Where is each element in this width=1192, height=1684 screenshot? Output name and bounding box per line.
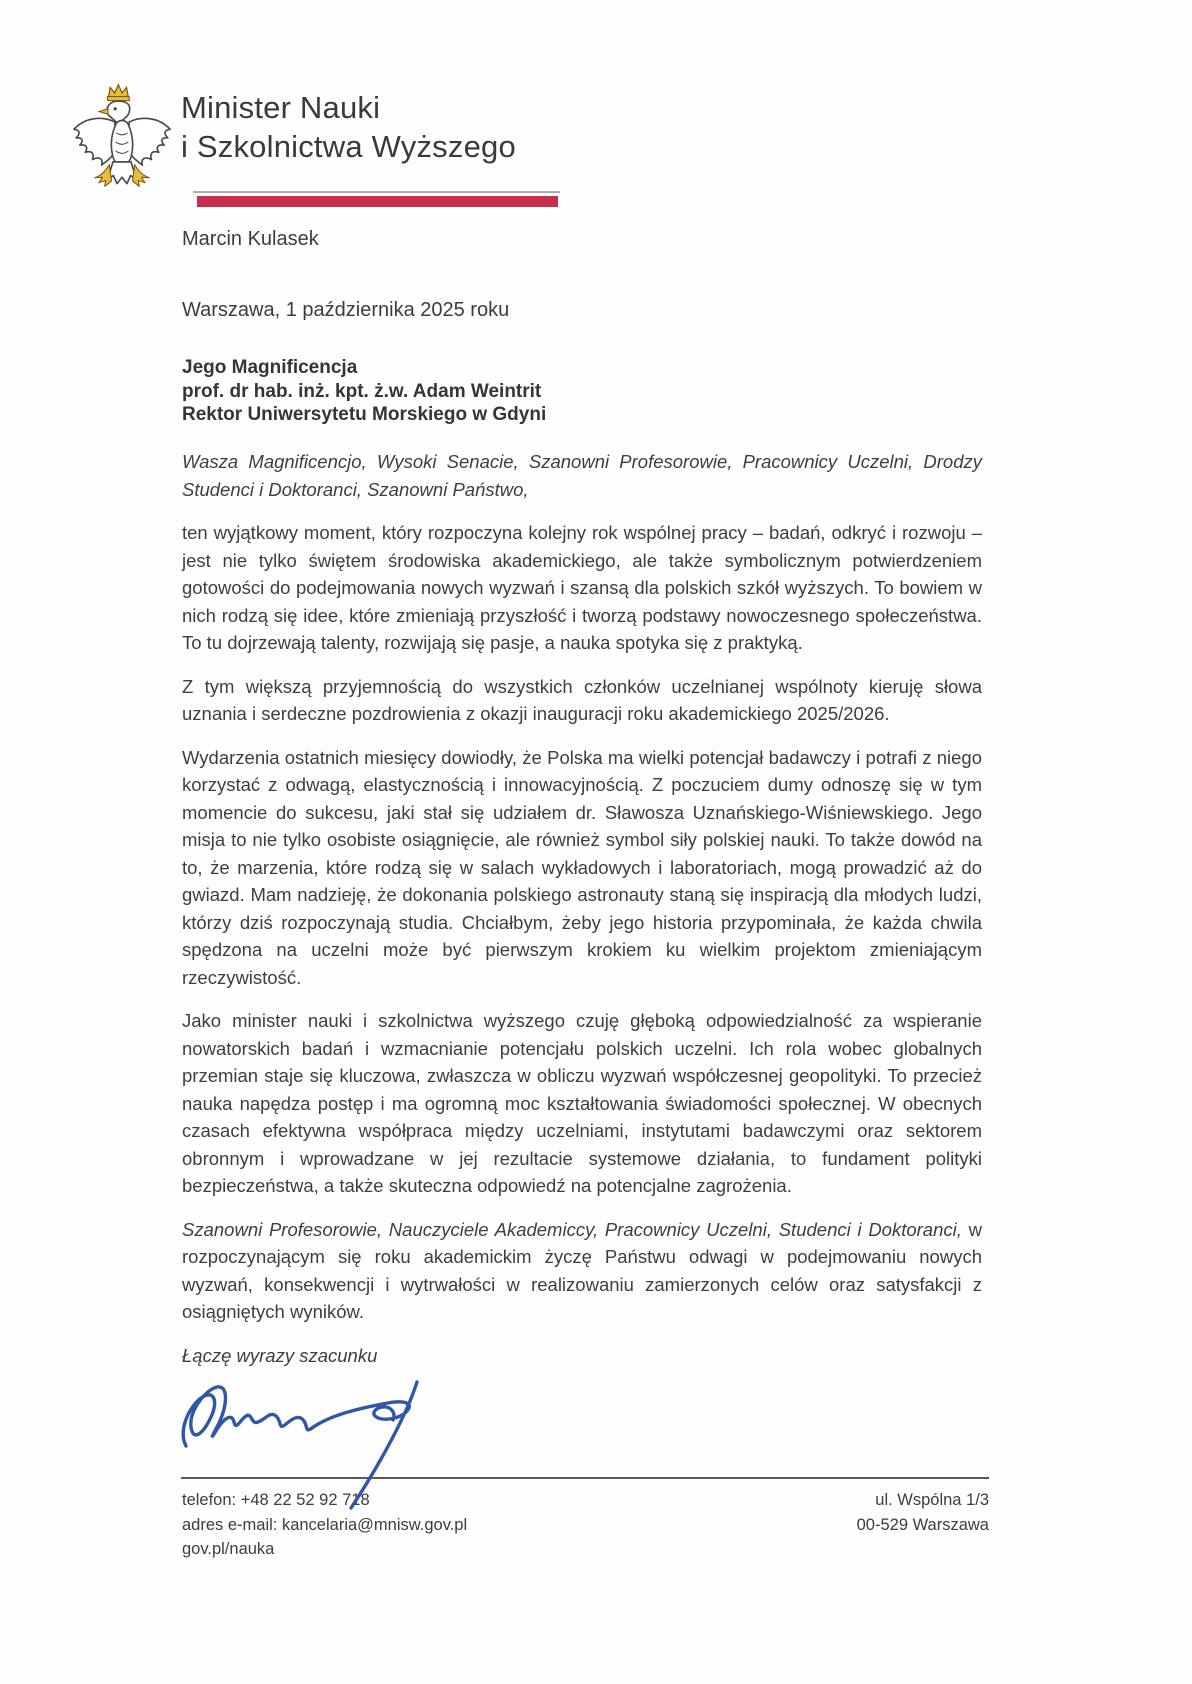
footer-phone: telefon: +48 22 52 92 718 [182, 1491, 370, 1509]
ministry-title-line1: Minister Nauki [181, 90, 381, 125]
paragraph-2: Z tym większą przyjemnością do wszystkich członków uczelnianej wspólnoty kieruję słowa uznania i serdeczne pozdrowienia z okazji inauguracji roku akademickiego 2025/2026. [182, 675, 982, 724]
sender-name: Marcin Kulasek [182, 228, 319, 250]
ministry-title [181, 88, 516, 166]
paragraph-5-text: w rozpoczynającym się roku akademickim życzę Państwu odwagi w podejmowaniu nowych wyzwań, konsekwencji i wytrwałości w realizowaniu zamierzonych celów oraz satysfakcji z osiągniętych wyników. [182, 1218, 982, 1322]
footer-email: adres e-mail: kancelaria@mnisw.gov.pl [182, 1515, 468, 1534]
addressee-honorific: Jego Magnificencja [182, 357, 358, 378]
ministry-title-line2: i Szkolnictwa Wyższego [181, 129, 516, 164]
polish-eagle-emblem-icon [66, 82, 178, 200]
flag-divider-white-line [193, 191, 560, 193]
footer-website: gov.pl/nauka [182, 1540, 275, 1558]
addressee-name: prof. dr hab. inż. kpt. ż.w. Adam Weintrit [182, 380, 542, 402]
paragraph-3: Wydarzenia ostatnich miesięcy dowiodły, że Polska ma wielki potencjał badawczy i potrafi z niego korzystać z odwagą, elastycznością i innowacyjnością. Z poczuciem dumy odnoszę się w tym momencie do sukcesu, jaki stał się udziałem dr. Sławosza Uznańskiego-Wiśniewskiego. Jego misja to nie tylko osobiste osiągnięcie, ale również symbol siły polskiej nauki. To także dowód na to, że marzenia, które rodzą się w salach wykładowych i laboratoriach, mogą prowadzić aż do gwiazd. Mam nadzieję, że dokonania polskiego astronauty staną się inspiracją dla młodych ludzi, którzy dziś rozpoczynają studia. Chciałbym, żeby jego historia przypominała, że każda chwila spędzona na uczelni może być pierwszym krokiem ku wielkim projektom zmieniającym rzeczywistość. [182, 746, 982, 988]
addressee-role: Rektor Uniwersytetu Morskiego w Gdyni [182, 404, 547, 425]
flag-divider-red-bar [197, 196, 558, 207]
footer-address-city: 00-529 Warszawa [856, 1515, 989, 1534]
footer-address-street: ul. Wspólna 1/3 [875, 1491, 989, 1509]
date-line: Warszawa, 1 października 2025 roku [182, 299, 510, 321]
footer-address-block [689, 1488, 989, 1537]
letter-body [182, 448, 982, 1385]
paragraph-1: ten wyjątkowy moment, który rozpoczyna kolejny rok wspólnej pracy – badań, odkryć i rozwoju – jest nie tylko świętem środowiska akademickiego, ale także symbolicznym potwierdzeniem gotowości do podejmowania nowych wyzwań i szansą dla polskich szkół wyższych. To bowiem w nich rodzą się idee, które zmieniają przyszłość i tworzą podstawy nowoczesnego społeczeństwa. To tu dojrzewają talenty, rozwijają się pasje, a nauka spotyka się z praktyką. [182, 522, 982, 653]
paragraph-5 [182, 1216, 982, 1326]
paragraph-5-salutation: Szanowni Profesorowie, Nauczyciele Akademiccy, Pracownicy Uczelni, Studenci i Doktoranci, [182, 1218, 962, 1240]
addressee-block [182, 356, 546, 427]
paragraph-4: Jako minister nauki i szkolnictwa wyższego czuję głęboką odpowiedzialność za wspieranie nowatorskich badań i wzmacnianie potencjału polskich uczelni. Ich rola wobec globalnych przemian staje się kluczowa, zwłaszcza w obliczu wyzwań współczesnej geopolityki. To przecież nauka napędza postęp i ma ogromną moc kształtowania świadomości społecznej. W obecnych czasach efektywna współpraca między uczelniami, instytutami badawczymi oraz sektorem obronnym i wprowadzane w jej rezultacie systemowe działania, to fundament polityki bezpieczeństwa, a także skuteczna odpowiedź na potencjalne zagrożenia. [182, 1010, 982, 1196]
salutation: Wasza Magnificencjo, Wysoki Senacie, Szanowni Profesorowie, Pracownicy Uczelni, Drodzy Studenci i Doktoranci, Szanowni Państwo, [182, 451, 982, 500]
handwritten-signature [178, 1366, 480, 1512]
closing-line: Łączę wyrazy szacunku [182, 1344, 378, 1366]
